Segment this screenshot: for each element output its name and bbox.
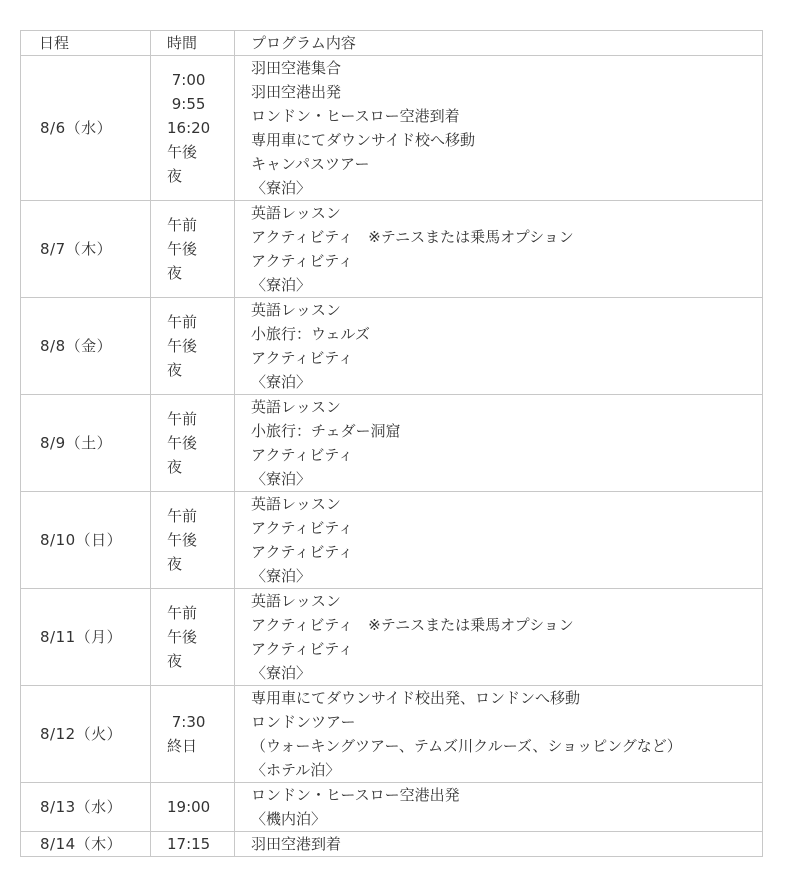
time-entry: 午前 bbox=[167, 604, 198, 622]
program-cell bbox=[235, 56, 763, 201]
program-item: 英語レッスン bbox=[251, 398, 341, 416]
table-row bbox=[21, 298, 763, 395]
schedule-body bbox=[21, 56, 763, 857]
program-item: アクティビティ bbox=[251, 543, 354, 561]
header-program: プログラム内容 bbox=[235, 31, 763, 56]
program-item: ロンドン・ヒースロー空港到着 bbox=[251, 107, 460, 125]
time-entry: 終日 bbox=[167, 737, 198, 755]
date-cell: 8/13（水） bbox=[21, 783, 151, 832]
time-entry: 夜 bbox=[167, 555, 183, 573]
program-item: 〈ホテル泊〉 bbox=[251, 761, 341, 779]
program-item: 〈寮泊〉 bbox=[251, 567, 312, 585]
table-row bbox=[21, 201, 763, 298]
program-item: 〈寮泊〉 bbox=[251, 470, 312, 488]
time-entry: 午後 bbox=[167, 240, 198, 258]
time-cell bbox=[151, 686, 235, 783]
program-item: 英語レッスン bbox=[251, 204, 341, 222]
program-item: アクティビティ bbox=[251, 349, 354, 367]
program-item: （ウォーキングツアー、テムズ川クルーズ、ショッピングなど） bbox=[251, 737, 682, 755]
program-item: 〈寮泊〉 bbox=[251, 276, 312, 294]
program-item: 羽田空港到着 bbox=[251, 835, 342, 853]
time-entry: 午後 bbox=[167, 337, 198, 355]
program-item: 英語レッスン bbox=[251, 592, 341, 610]
program-cell bbox=[235, 783, 763, 832]
time-cell bbox=[151, 492, 235, 589]
date-cell: 8/14（木） bbox=[21, 832, 151, 857]
program-item: 〈寮泊〉 bbox=[251, 664, 312, 682]
table-row bbox=[21, 492, 763, 589]
program-cell bbox=[235, 589, 763, 686]
program-cell bbox=[235, 686, 763, 783]
time-entry: 午前 bbox=[167, 216, 198, 234]
program-cell bbox=[235, 492, 763, 589]
program-item: ロンドンツアー bbox=[251, 713, 356, 731]
time-entry: 午前 bbox=[167, 313, 198, 331]
header-date: 日程 bbox=[21, 31, 151, 56]
time-entry: 夜 bbox=[167, 167, 183, 185]
table-row bbox=[21, 395, 763, 492]
program-item: 小旅行：チェダー洞窟 bbox=[251, 422, 401, 440]
time-cell bbox=[151, 56, 235, 201]
program-item: 〈機内泊〉 bbox=[251, 810, 327, 828]
program-item: ロンドン・ヒースロー空港出発 bbox=[251, 786, 460, 804]
time-entry: 17:15 bbox=[167, 835, 211, 853]
time-entry: 午前 bbox=[167, 507, 198, 525]
date-cell: 8/6（水） bbox=[21, 56, 151, 201]
table-row bbox=[21, 832, 763, 857]
program-item: 専用車にてダウンサイド校へ移動 bbox=[251, 131, 475, 149]
program-item: 専用車にてダウンサイド校出発、ロンドンへ移動 bbox=[251, 689, 580, 707]
time-entry: 19:00 bbox=[167, 798, 211, 816]
time-entry: 9:55 bbox=[167, 95, 206, 113]
time-entry: 夜 bbox=[167, 361, 183, 379]
header-row bbox=[21, 31, 763, 56]
program-item: キャンパスツアー bbox=[251, 155, 370, 173]
program-item: 英語レッスン bbox=[251, 301, 341, 319]
date-cell: 8/11（月） bbox=[21, 589, 151, 686]
time-cell bbox=[151, 832, 235, 857]
time-entry: 夜 bbox=[167, 264, 183, 282]
time-cell bbox=[151, 395, 235, 492]
time-entry: 午前 bbox=[167, 410, 198, 428]
date-cell: 8/9（土） bbox=[21, 395, 151, 492]
program-item: 〈寮泊〉 bbox=[251, 373, 312, 391]
time-entry: 午後 bbox=[167, 531, 198, 549]
schedule-table bbox=[20, 30, 763, 857]
program-item: アクティビティ ※テニスまたは乗馬オプション bbox=[251, 228, 574, 246]
program-item: アクティビティ bbox=[251, 446, 354, 464]
program-cell bbox=[235, 832, 763, 857]
time-cell bbox=[151, 298, 235, 395]
time-entry: 夜 bbox=[167, 652, 183, 670]
time-entry: 7:30 bbox=[167, 713, 206, 731]
time-entry: 午後 bbox=[167, 143, 198, 161]
program-item: アクティビティ bbox=[251, 640, 354, 658]
date-cell: 8/10（日） bbox=[21, 492, 151, 589]
program-item: 小旅行：ウェルズ bbox=[251, 325, 370, 343]
date-cell: 8/8（金） bbox=[21, 298, 151, 395]
table-row bbox=[21, 783, 763, 832]
time-entry: 午後 bbox=[167, 434, 198, 452]
date-cell: 8/12（火） bbox=[21, 686, 151, 783]
program-item: 羽田空港集合 bbox=[251, 59, 342, 77]
time-entry: 夜 bbox=[167, 458, 183, 476]
table-row bbox=[21, 589, 763, 686]
time-entry: 16:20 bbox=[167, 119, 211, 137]
date-cell: 8/7（木） bbox=[21, 201, 151, 298]
program-item: 羽田空港出発 bbox=[251, 83, 342, 101]
program-item: アクティビティ bbox=[251, 519, 354, 537]
program-item: 〈寮泊〉 bbox=[251, 179, 312, 197]
table-row bbox=[21, 686, 763, 783]
program-cell bbox=[235, 395, 763, 492]
time-entry: 7:00 bbox=[167, 71, 206, 89]
time-entry: 午後 bbox=[167, 628, 198, 646]
time-cell bbox=[151, 589, 235, 686]
table-row bbox=[21, 56, 763, 201]
time-cell bbox=[151, 201, 235, 298]
header-time: 時間 bbox=[151, 31, 235, 56]
program-item: 英語レッスン bbox=[251, 495, 341, 513]
time-cell bbox=[151, 783, 235, 832]
program-cell bbox=[235, 201, 763, 298]
program-cell bbox=[235, 298, 763, 395]
program-item: アクティビティ ※テニスまたは乗馬オプション bbox=[251, 616, 574, 634]
program-item: アクティビティ bbox=[251, 252, 354, 270]
